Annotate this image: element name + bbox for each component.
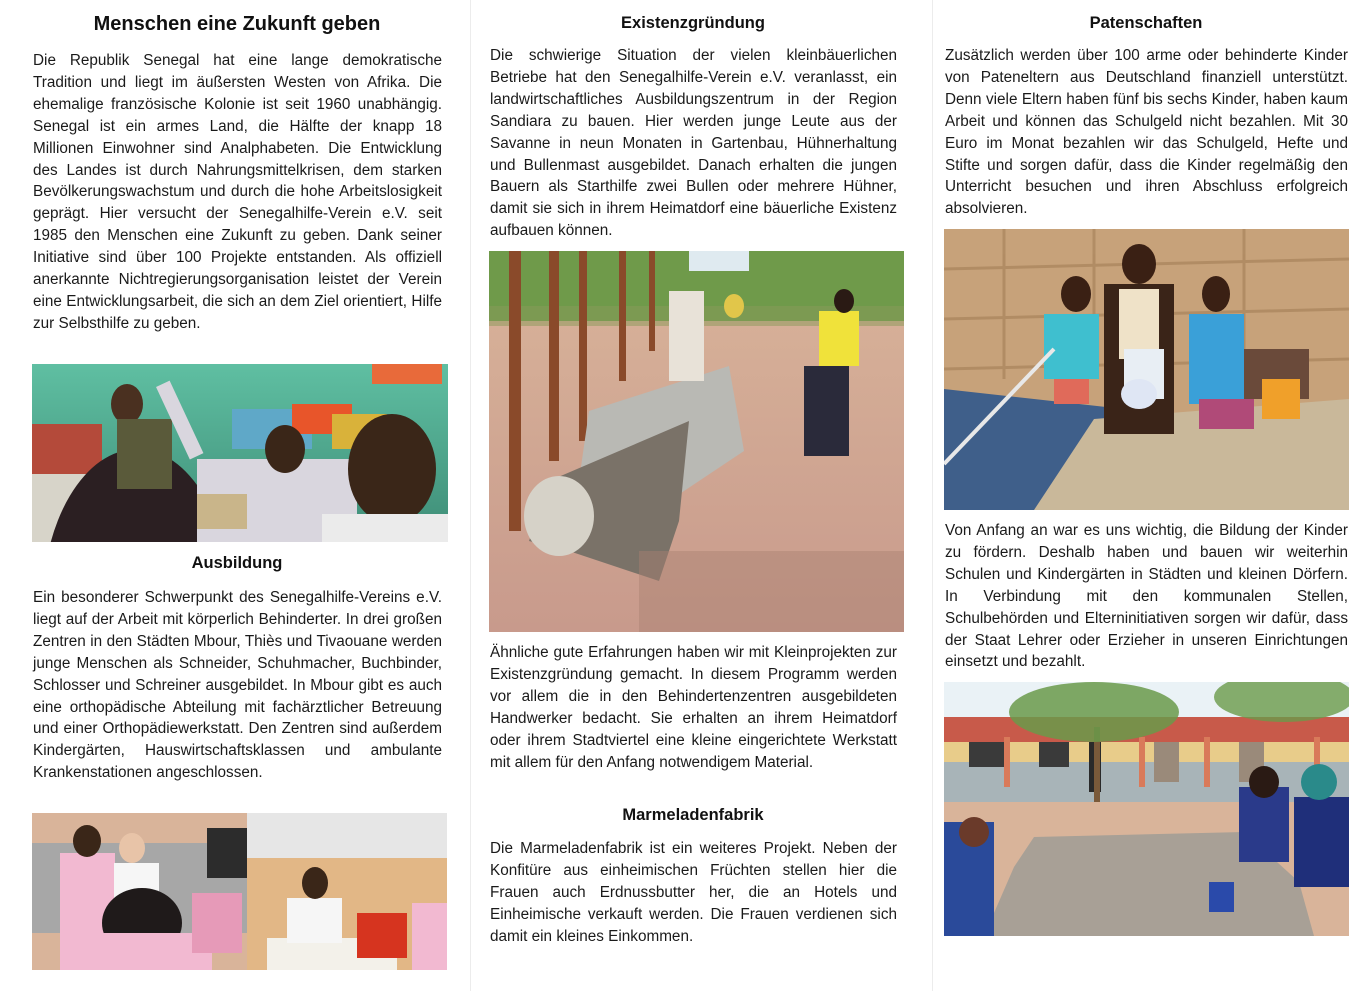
kleinprojekte-paragraph: Ähnliche gute Erfahrungen haben wir mit Kleinprojekten zur Existenzgründung gemacht. In diesem Programm werden vor allem die in den Behindertenzentren ausgebildeten Handwerker bedacht. Sie erhalten an ihrem Heimatdorf oder ihrem Stadtviertel eine kleine eingerichtete Werkstatt mit allem für den Anfang notwendigem Material. bbox=[490, 644, 897, 771]
ausbildung-paragraph: Ein besonderer Schwerpunkt des Senegalhilfe-Vereins e.V. liegt auf der Arbeit mit körperlich Behinderter. In drei großen Zentren in den Städten Mbour, Thiès und Tivaouane werden junge Menschen als Schneider, Schuhmacher, Buchbinder, Schlosser und Schreiner ausgebildet. In Mbour gibt es auch eine orthopädische Abteilung mit fachärztlicher Betreuung und einer Orthopädiewerkstatt. Den Zentren sind außerdem Kindergärten, Hauswirtschaftsklassen und ambulante Krankenstationen angeschlossen. bbox=[33, 589, 442, 782]
marmeladenfabrik-paragraph: Die Marmeladenfabrik ist ein weiteres Projekt. Neben der Konfitüre aus einheimischen Früchten stellen hier die Frauen auch Erdnussbutter her, die an Hotels und Einheimische verkauft werden. Die Frauen verdienen sich damit ein kleines Einkommen. bbox=[490, 840, 897, 945]
section-title-existenzgruendung: Existenzgründung bbox=[621, 14, 765, 32]
existenzgruendung-paragraph: Die schwierige Situation der vielen kleinbäuerlichen Betriebe hat den Senegalhilfe-Verein e.V. veranlasst, ein landwirtschaftliches Ausbildungszentrum in der Region Sandiara zu bauen. Hier werden junge Leute aus der Savanne in neun Monaten in Gartenbau, Hühnerhaltung und Bullenmast ausgebildet. Danach erhalten die jungen Bauern als Starthilfe zwei Bullen oder mehrere Hühner, damit sie sich in ihrem Heimatdorf eine bäuerliche Existenz aufbauen können. bbox=[490, 47, 897, 240]
photo-family-with-children bbox=[944, 229, 1349, 510]
photo-tailoring-workshop bbox=[32, 364, 448, 542]
column-divider-left bbox=[470, 0, 471, 991]
section-title-ausbildung: Ausbildung bbox=[191, 554, 283, 572]
patenschaften-paragraph: Zusätzlich werden über 100 arme oder behinderte Kinder von Pateneltern aus Deutschland finanziell unterstützt. Denn viele Eltern haben fünf bis sechs Kinder, haben kaum Arbeit und können das Schulgeld nicht bezahlen. Mit 30 Euro im Monat bezahlen wir das Schulgeld, Hefte und Stifte und sorgen dafür, dass die Kinder regelmäßig den Unterricht besuchen und ihren Abschluss erfolgreich absolvieren. bbox=[945, 47, 1348, 218]
column-divider-right bbox=[932, 0, 933, 991]
section-title-marmeladenfabrik: Marmeladenfabrik bbox=[622, 806, 764, 824]
photo-bulls-training bbox=[489, 251, 904, 632]
page-title: Menschen eine Zukunft geben bbox=[93, 13, 381, 35]
photo-sewing-class bbox=[32, 813, 447, 970]
section-title-patenschaften: Patenschaften bbox=[1089, 14, 1203, 32]
photo-school-yard bbox=[944, 682, 1349, 936]
intro-paragraph: Die Republik Senegal hat eine lange demokratische Tradition und liegt im äußersten Westen von Afrika. Die ehemalige französische Kolonie ist seit 1960 unabhängig. Senegal ist ein armes Land, die Hälfte der knapp 18 Millionen Einwohner sind Analphabeten. Die Entwicklung des Landes ist durch Nahrungsmittelkrisen, dem starken Bevölkerungswachstum und durch die hohe Arbeitslosigkeit geprägt. Hier versucht der Senegalhilfe-Verein e.V. seit 1985 den Menschen eine Zukunft zu geben. Dank seiner Initiative sind über 100 Projekte entstanden. Als offiziell anerkannte Nichtregierungsorganisation leistet der Verein eine Entwicklungsarbeit, die sich an dem Ziel orientiert, Hilfe zur Selbsthilfe zu geben. bbox=[33, 52, 442, 332]
bildung-paragraph: Von Anfang an war es uns wichtig, die Bildung der Kinder zu fördern. Deshalb haben und bauen wir weiterhin Schulen und Kindergärten in Städten und kleinen Dörfern. In Verbindung mit den kommunalen Stellen, Schulbehörden und Elterninitiativen sorgen wir dafür, dass der Staat Lehrer oder Erzieher in unseren Einrichtungen einsetzt und bezahlt. bbox=[945, 522, 1348, 671]
